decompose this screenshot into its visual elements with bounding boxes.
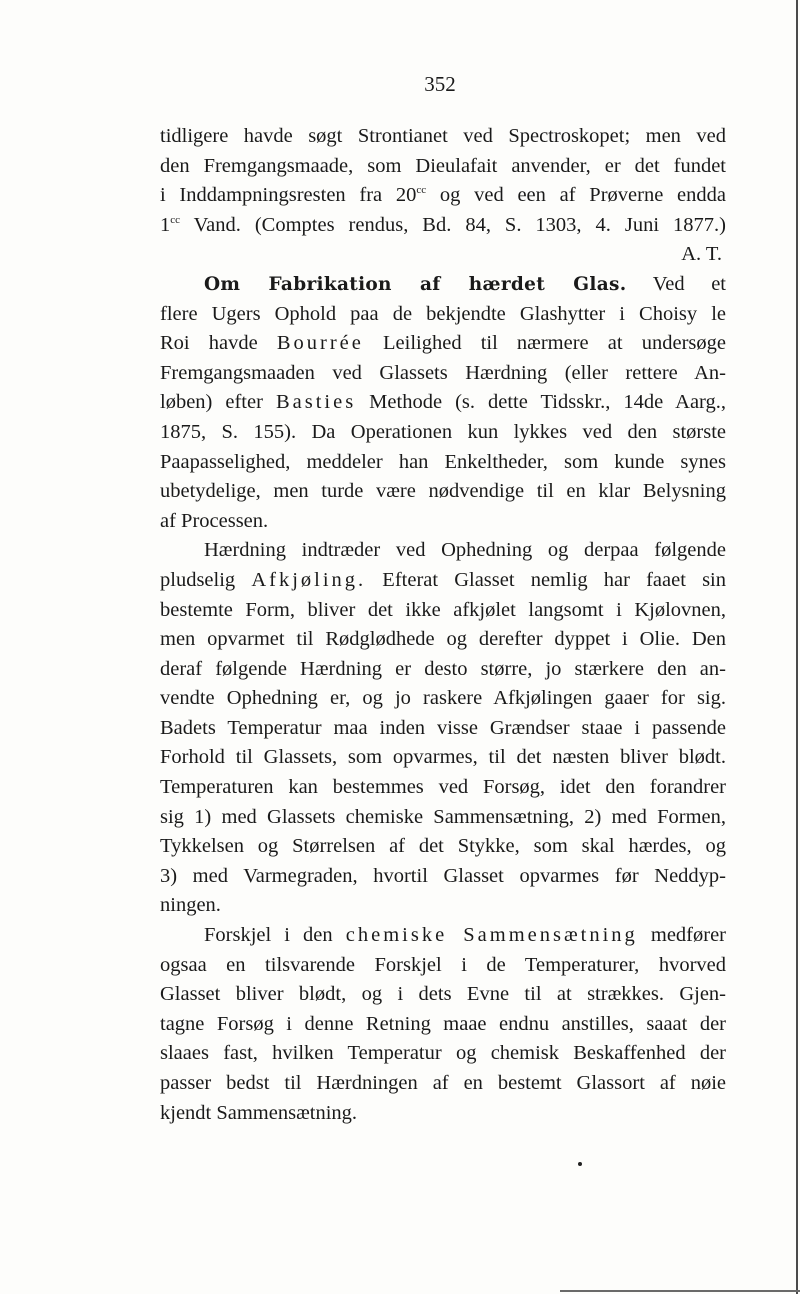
- text-line: Paapasselighed, meddeler han Enkeltheder, som kunde synes: [160, 450, 726, 473]
- superscript: cc: [170, 213, 181, 226]
- text-line: i Inddampningsresten fra $20^{cc}$ og ved een af Prøverne endda: [160, 184, 726, 207]
- page-edge-bottom: [560, 1290, 800, 1292]
- text-line: løben) efter Basties Methode (s. dette Tidsskr., 14de Aarg.,: [160, 391, 726, 414]
- text-line: Tykkelsen og Størrelsen af det Stykke, som skal hærdes, og: [160, 835, 726, 858]
- emphasis: chemiske Sammensætning: [345, 924, 638, 947]
- text-line: Om Fabrikation af hærdet Glas. Ved et: [204, 272, 727, 295]
- text-line: $1^{cc}$ Vand. (Comptes rendus, Bd. 84, S. 1303, 4. Juni 1877.): [160, 213, 726, 236]
- text-line: Temperaturen kan bestemmes ved Forsøg, idet den forandrer: [160, 776, 726, 799]
- text-line: Fremgangsmaaden ved Glassets Hærdning (eller rettere An-: [160, 361, 726, 384]
- text-line: flere Ugers Ophold paa de bekjendte Glashytter i Choisy le: [160, 302, 726, 325]
- text-line: af Processen.: [160, 509, 269, 532]
- text-line: pludselig Afkjøling. Efterat Glasset nemlig har faaet sin: [160, 568, 726, 591]
- text-line: Badets Temperatur maa inden visse Grændser staae i passende: [160, 716, 726, 739]
- person-name: Bourrée: [276, 332, 364, 355]
- ink-speck: [578, 1162, 582, 1166]
- text-line: passer bedst til Hærdningen af en bestemt Glassort af nøie: [160, 1072, 726, 1094]
- text-line: men opvarmet til Rødglødhede og derefter dyppet i Olie. Den: [160, 628, 726, 651]
- page-edge-right: [796, 0, 798, 1294]
- text-line: Hærdning indtræder ved Ophedning og derpaa følgende: [204, 539, 726, 562]
- superscript: cc: [416, 184, 427, 197]
- page-number: 352: [424, 72, 456, 96]
- text-line: vendte Ophedning er, og jo raskere Afkjølingen gaaer for sig.: [160, 687, 726, 710]
- text-line: tagne Forsøg i denne Retning maae endnu anstilles, saaat der: [160, 1012, 726, 1035]
- body-text: [160, 122, 726, 1128]
- text-line: den Fremgangsmaade, som Dieulafait anvender, er det fundet: [160, 154, 726, 177]
- article-heading: Om Fabrikation af hærdet Glas.: [204, 273, 627, 295]
- text-line: 3) med Varmegraden, hvortil Glasset opvarmes før Neddyp-: [160, 864, 726, 887]
- text-line: ubetydelige, men turde være nødvendige til en klar Belysning: [160, 480, 726, 503]
- text-line: deraf følgende Hærdning er desto større, jo stærkere den an-: [160, 657, 726, 680]
- text-line: bestemte Form, bliver det ikke afkjølet langsomt i Kjølovnen,: [160, 598, 726, 621]
- text-line: Forskjel i den chemiske Sammensætning medfører: [204, 924, 727, 947]
- author-signature: A. T.: [681, 243, 722, 266]
- text-line: Forhold til Glassets, som opvarmes, til det næsten bliver blødt.: [160, 746, 726, 769]
- text-line: Glasset bliver blødt, og i dets Evne til at strækkes. Gjen-: [160, 983, 726, 1006]
- text-line: kjendt Sammensætning.: [160, 1101, 358, 1124]
- text-line: ningen.: [160, 894, 221, 917]
- emphasis: Afkjøling.: [251, 568, 367, 591]
- text-line: 1875, S. 155). Da Operationen kun lykkes ved den største: [160, 420, 726, 443]
- text-line: ogsaa en tilsvarende Forskjel i de Temperaturer, hvorved: [160, 953, 726, 976]
- text-line: Roi havde Bourrée Leilighed til nærmere at undersøge: [160, 332, 726, 355]
- person-name: Basties: [275, 391, 357, 414]
- text-line: tidligere havde søgt Strontianet ved Spectroskopet; men ved: [160, 125, 726, 147]
- text-line: slaaes fast, hvilken Temperatur og chemisk Beskaffenhed der: [160, 1042, 726, 1065]
- text-line: sig 1) med Glassets chemiske Sammensætning, 2) med Formen,: [160, 805, 726, 828]
